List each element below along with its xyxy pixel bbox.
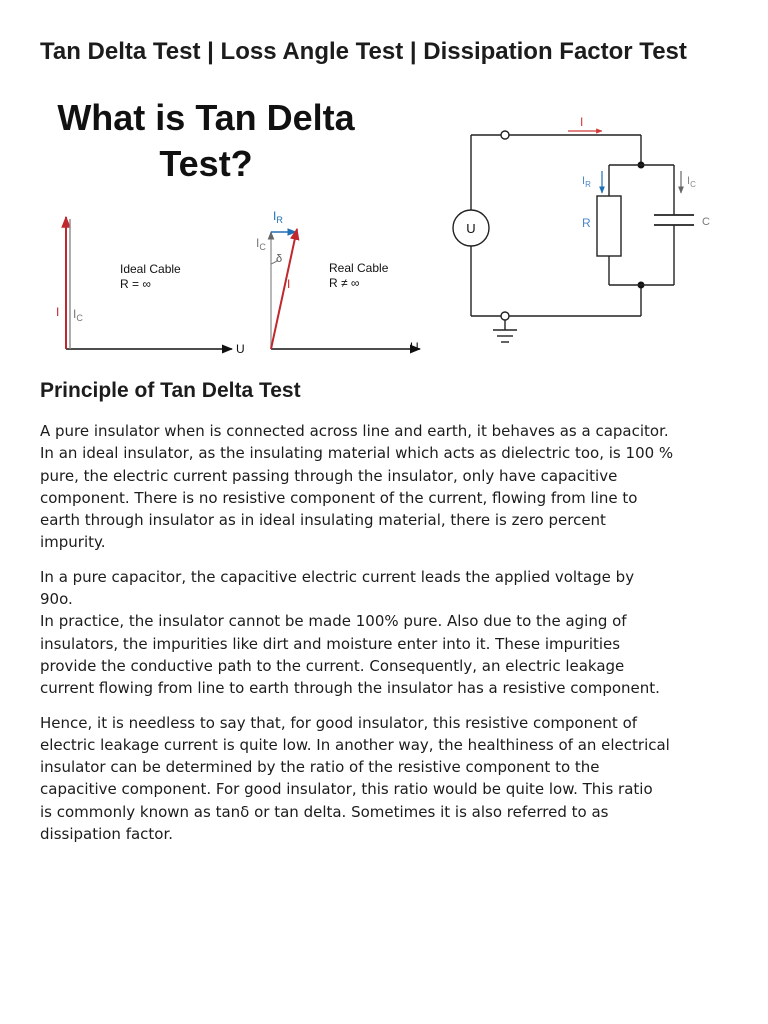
text-line: insulator can be determined by the ratio of the resistive component to the — [40, 758, 600, 777]
resistor — [597, 196, 621, 256]
circuit-diagram — [453, 131, 694, 342]
circuit-label-r: R — [582, 216, 591, 230]
real-i-phasor — [271, 229, 297, 349]
real-axis-u-label: U — [410, 340, 419, 354]
text-line: is commonly known as tanδ or tan delta. Sometimes it is also referred to as — [40, 802, 609, 821]
headline-line2: Test? — [159, 143, 253, 184]
section-heading: Principle of Tan Delta Test — [40, 379, 301, 402]
ideal-axis-u-label: U — [236, 342, 245, 356]
tan-delta-illustration — [40, 92, 730, 364]
text-line: earth through insulator as in ideal insulating material, there is zero percent — [40, 511, 606, 530]
text-line: dissipation factor. — [40, 825, 174, 844]
paragraph-1 — [40, 420, 730, 554]
text-line: component. There is no resistive component of the current, flowing from line to — [40, 488, 638, 507]
top-terminal — [501, 131, 509, 139]
tan-delta-figure — [40, 92, 730, 364]
circuit-label-ic: $I_C$ — [687, 175, 696, 189]
real-label-ic: $I_C$ — [256, 236, 266, 252]
text-line: electric leakage current is quite low. In another way, the healthiness of an electrical — [40, 735, 670, 754]
article-body — [40, 420, 730, 857]
paragraph-2 — [40, 566, 730, 700]
page-title: Tan Delta Test | Loss Angle Test | Dissipation Factor Test — [40, 38, 687, 65]
text-line: current flowing from line to earth through the insulator has a resistive component. — [40, 679, 660, 698]
ideal-cable-phasor — [56, 217, 245, 356]
text-line: capacitive component. For good insulator, this ratio would be quite low. This ratio — [40, 780, 653, 799]
text-line: Hence, it is needless to say that, for good insulator, this resistive component of — [40, 713, 638, 732]
text-line: provide the conductive path to the current. Consequently, an electric leakage — [40, 656, 625, 675]
text-line: 90o. — [40, 590, 73, 609]
text-line: insulators, the impurities like dirt and moisture enter into it. These impurities — [40, 634, 621, 653]
real-label-i: I — [287, 277, 291, 291]
text-line: In an ideal insulator, as the insulating material which acts as dielectric too, is 100 % — [40, 444, 674, 463]
text-line: pure, the electric current passing through the insulator, only have capacitive — [40, 466, 618, 485]
text-line: In practice, the insulator cannot be made 100% pure. Also due to the aging of — [40, 612, 627, 631]
real-cable-name: Real Cable — [329, 261, 389, 275]
ideal-cable-name: Ideal Cable — [120, 262, 181, 276]
ideal-cable-r: R = ∞ — [120, 277, 151, 291]
circuit-label-u: U — [466, 221, 476, 236]
circuit-label-c: C — [702, 216, 710, 228]
ideal-label-ic: $I_C$ — [73, 307, 83, 323]
real-label-delta: δ — [276, 253, 283, 265]
paragraph-3 — [40, 712, 730, 846]
circuit-label-i: I — [580, 115, 584, 129]
text-line: In a pure capacitor, the capacitive electric current leads the applied voltage by — [40, 567, 635, 586]
text-line: A pure insulator when is connected across line and earth, it behaves as a capacitor. — [40, 422, 669, 440]
real-cable-phasor — [256, 209, 420, 354]
real-cable-r: R ≠ ∞ — [329, 276, 360, 290]
bottom-terminal — [501, 312, 509, 320]
text-line: impurity. — [40, 533, 106, 552]
headline-line1: What is Tan Delta — [57, 97, 355, 138]
circuit-label-ir: $I_R$ — [582, 175, 591, 189]
ideal-label-i: I — [56, 305, 60, 319]
real-label-ir: $I_R$ — [273, 209, 283, 225]
